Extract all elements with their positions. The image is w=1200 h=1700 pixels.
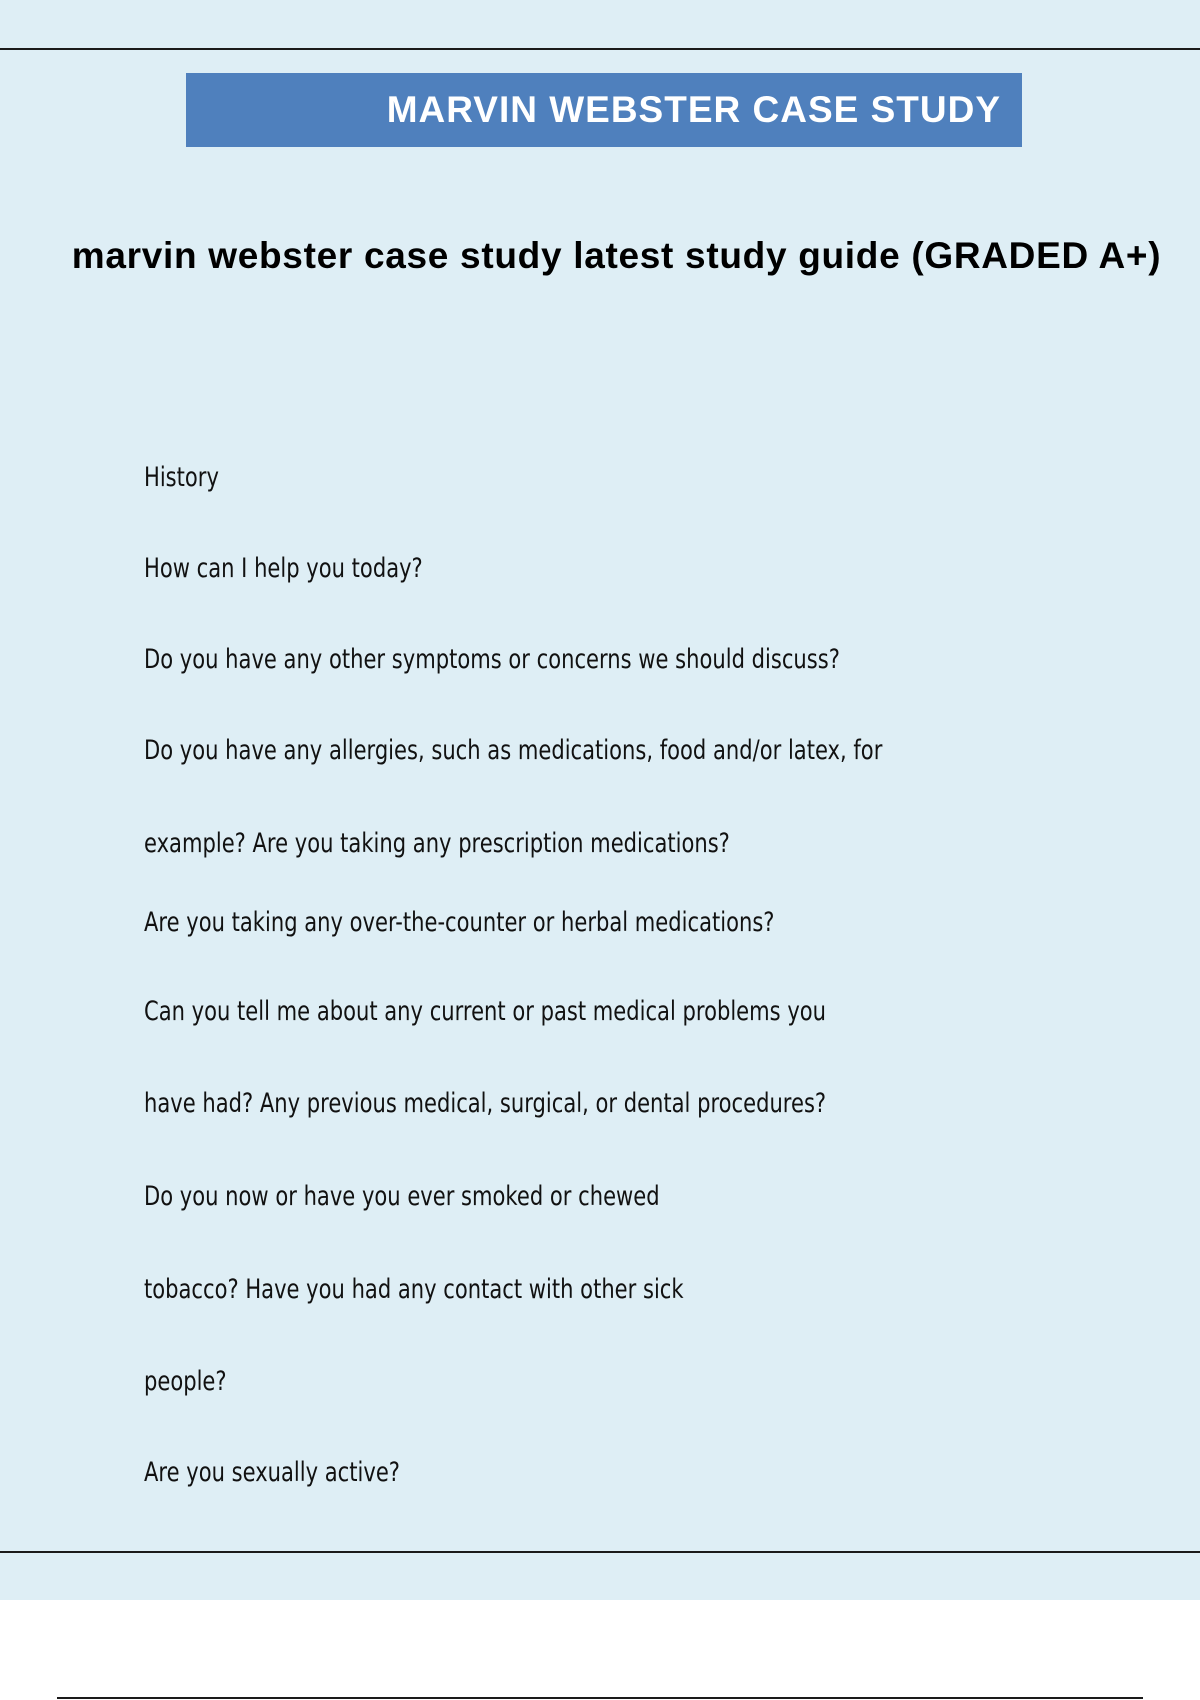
text-line: people? [144,1366,227,1397]
text-line: Do you now or have you ever smoked or chewed [144,1181,660,1212]
text-line: Can you tell me about any current or past medical problems you [144,996,827,1027]
title-banner: MARVIN WEBSTER CASE STUDY [186,73,1022,147]
section-heading-history: History [144,462,219,493]
footer-rule [57,1697,1143,1699]
text-line: tobacco? Have you had any contact with other sick [144,1274,684,1305]
text-line: How can I help you today? [144,553,423,584]
document-title: marvin webster case study latest study guide (GRADED A+) [71,235,1162,276]
top-divider [0,48,1200,50]
text-line: Do you have any allergies, such as medications, food and/or latex, for [144,735,883,766]
text-line: have had? Any previous medical, surgical, or dental procedures? [144,1088,827,1119]
text-line: Do you have any other symptoms or concerns we should discuss? [144,644,840,675]
text-line: Are you sexually active? [144,1457,400,1488]
bottom-divider [0,1551,1200,1553]
text-line: Are you taking any over-the-counter or herbal medications? [144,907,775,938]
text-line: example? Are you taking any prescription medications? [144,828,730,859]
